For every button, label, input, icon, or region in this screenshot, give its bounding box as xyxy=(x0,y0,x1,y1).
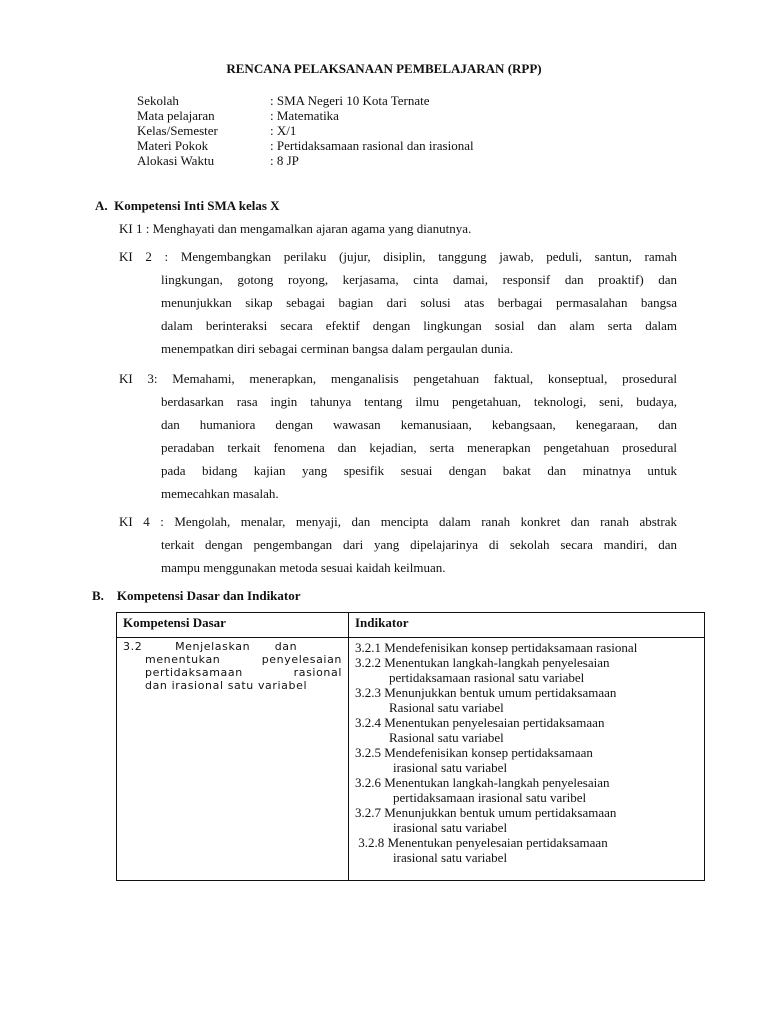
kd-indicator-table xyxy=(116,612,705,881)
ki2-line: menunjukkan sikap sebagai bagian dari solusi atas berbagai permasalahan bangsa xyxy=(161,295,677,310)
info-label: Mata pelajaran xyxy=(137,108,215,123)
indicator-line: irasional satu variabel xyxy=(393,820,508,835)
indicator-line: 3.2.8 Menentukan penyelesaian pertidaksamaan xyxy=(355,835,608,850)
ki3-line: pada bidang kajian yang spesifik sesuai dengan bakat dan minatnya untuk xyxy=(161,463,677,478)
info-row-mapel xyxy=(137,108,474,123)
indicator-line: Rasional satu variabel xyxy=(389,730,504,745)
info-label: Alokasi Waktu xyxy=(137,153,215,168)
info-value: : SMA Negeri 10 Kota Ternate xyxy=(270,93,430,108)
table-header-row xyxy=(117,613,705,638)
col-header-indikator: Indikator xyxy=(349,613,705,638)
ki2-line: lingkungan, gotong royong, kerjasama, cinta damai, responsif dan proaktif) dan xyxy=(161,272,677,287)
indicator-line: 3.2.5 Mendefenisikan konsep pertidaksamaan xyxy=(355,745,593,760)
indicator-line: 3.2.2 Menentukan langkah-langkah penyelesaian xyxy=(355,655,610,670)
info-value: : 8 JP xyxy=(270,153,299,168)
ki3-line: peradaban terkait fenomena dan kejadian, serta menerapkan pengetahuan prosedural xyxy=(161,440,677,455)
indicator-line: 3.2.1 Mendefenisikan konsep pertidaksamaan rasional xyxy=(355,640,638,655)
indicator-line: pertidaksamaan irasional satu varibel xyxy=(393,790,587,805)
info-value: : X/1 xyxy=(270,123,297,138)
indicator-cell xyxy=(349,638,705,881)
ki3-line: dan humaniora dengan wawasan kemanusiaan, kebangsaan, kenegaraan, dan xyxy=(161,417,677,432)
identity-block xyxy=(137,93,474,168)
info-label: Kelas/Semester xyxy=(137,123,218,138)
ki4-line: terkait dengan pengembangan dari yang dipelajarinya di sekolah secara mandiri, dan xyxy=(161,537,677,552)
ki2-line: KI 2 : Mengembangkan perilaku (jujur, disiplin, tanggung jawab, peduli, santun, ramah xyxy=(119,249,677,264)
ki3-line: KI 3: Memahami, menerapkan, menganalisis pengetahuan faktual, konseptual, prosedural xyxy=(119,371,677,386)
table-row xyxy=(117,638,705,881)
ki3-line: memecahkan masalah. xyxy=(161,486,279,501)
info-value: : Matematika xyxy=(270,108,339,123)
info-value: : Pertidaksamaan rasional dan irasional xyxy=(270,138,474,153)
ki3-line: berdasarkan rasa ingin tahunya tentang ilmu pengetahuan, teknologi, seni, budaya, xyxy=(161,394,677,409)
section-a-heading: A. Kompetensi Inti SMA kelas X xyxy=(95,198,280,213)
info-label: Materi Pokok xyxy=(137,138,209,153)
indicator-line: 3.2.3 Menunjukkan bentuk umum pertidaksamaan xyxy=(355,685,617,700)
info-row-sekolah xyxy=(137,93,474,108)
ki2-line: menempatkan diri sebagai cerminan bangsa dalam pergaulan dunia. xyxy=(161,341,514,356)
ki4-line: KI 4 : Mengolah, menalar, menyaji, dan mencipta dalam ranah konkret dan ranah abstrak xyxy=(119,514,677,529)
col-header-kd: Kompetensi Dasar xyxy=(117,613,349,638)
kd-line: menentukan penyelesaian xyxy=(145,653,342,666)
indicator-line: 3.2.7 Menunjukkan bentuk umum pertidaksamaan xyxy=(355,805,617,820)
indicator-line: Rasional satu variabel xyxy=(389,700,504,715)
kd-line: 3.2 Menjelaskan dan xyxy=(123,640,298,653)
ki4-line: mampu menggunakan metoda sesuai kaidah keilmuan. xyxy=(161,560,446,575)
section-b-heading: B. Kompetensi Dasar dan Indikator xyxy=(92,588,301,603)
info-row-kelas xyxy=(137,123,474,138)
indicator-line: irasional satu variabel xyxy=(393,850,508,865)
ki1-text: KI 1 : Menghayati dan mengamalkan ajaran agama yang dianutnya. xyxy=(119,221,472,236)
document-title: RENCANA PELAKSANAAN PEMBELAJARAN (RPP) xyxy=(226,61,542,76)
info-row-alokasi xyxy=(137,153,474,168)
indicator-line: pertidaksamaan rasional satu variabel xyxy=(389,670,585,685)
ki2-line: dalam berinteraksi secara efektif dengan lingkungan sosial dan alam serta dalam xyxy=(161,318,677,333)
info-label: Sekolah xyxy=(137,93,179,108)
indicator-line: 3.2.6 Menentukan langkah-langkah penyelesaian xyxy=(355,775,610,790)
info-row-materi xyxy=(137,138,474,153)
indicator-line: irasional satu variabel xyxy=(393,760,508,775)
kd-line: dan irasional satu variabel xyxy=(145,679,308,692)
kd-cell xyxy=(117,638,349,881)
indicator-line: 3.2.4 Menentukan penyelesaian pertidaksamaan xyxy=(355,715,605,730)
kd-line: pertidaksamaan rasional xyxy=(145,666,342,679)
